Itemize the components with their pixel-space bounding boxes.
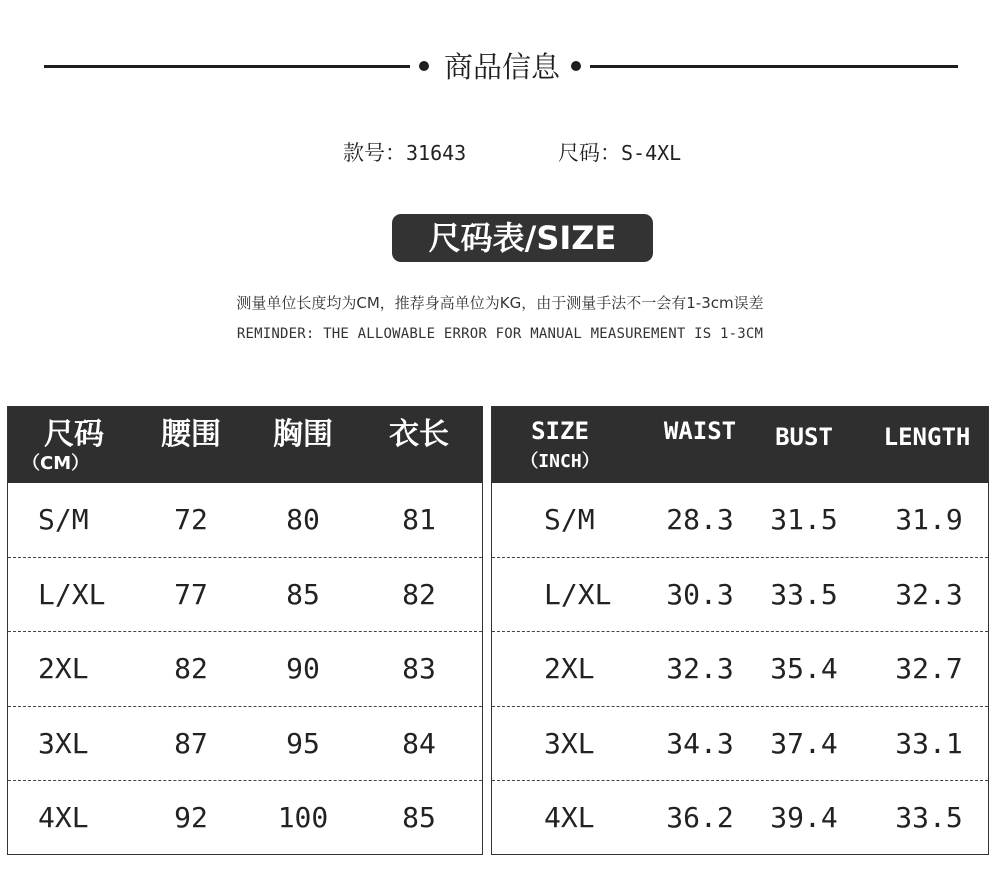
cell-length: 32.7 [895,652,963,686]
table-row [8,632,482,707]
cell-bust: 90 [286,652,320,686]
cell-waist: 92 [174,801,208,835]
table-row [492,707,988,782]
cell-bust: 35.4 [770,652,838,686]
header-length-cm [360,407,478,483]
table-row [492,558,988,633]
table-body [492,483,988,856]
table-row [8,483,482,558]
cell-waist: 28.3 [666,503,734,536]
header-dot-right [571,61,581,71]
header-label: 尺码 [44,417,104,452]
size-range-label: 尺码： [558,141,621,165]
header-label: SIZE [531,417,589,445]
cell-length: 83 [402,652,436,686]
cell-size: S/M [544,503,595,536]
measurement-note-en: REMINDER: THE ALLOWABLE ERROR FOR MANUAL MEASUREMENT IS 1-3CM [236,326,764,342]
size-range-value: S-4XL [621,141,682,165]
header-waist-cm [136,407,246,483]
header-label: 胸围 [273,417,333,452]
cell-size: 2XL [38,652,89,686]
size-range [558,138,681,168]
header-waist-inch [650,407,750,483]
table-header [492,407,988,483]
section-header [0,47,1000,87]
cell-size: L/XL [544,577,612,611]
header-unit: （INCH） [520,451,600,472]
cell-bust: 31.5 [770,503,838,536]
size-table-cm [7,406,483,855]
table-body [8,483,482,856]
cell-waist: 82 [174,652,208,686]
cell-waist: 72 [174,503,208,536]
cell-size: S/M [38,503,89,536]
header-label: 衣长 [389,417,449,452]
size-chart-badge: 尺码表/SIZE [392,214,653,262]
cell-bust: 37.4 [770,726,838,760]
header-bust-cm [246,407,360,483]
cell-length: 85 [402,801,436,835]
cell-bust: 100 [277,801,329,835]
cell-waist: 36.2 [666,801,734,835]
style-number-label: 款号： [343,141,406,165]
cell-bust: 85 [286,577,320,611]
header-label: LENGTH [883,423,971,451]
cell-bust: 33.5 [770,577,838,611]
cell-length: 81 [402,503,436,536]
cell-bust: 95 [286,726,320,760]
table-row [492,781,988,856]
table-row [492,632,988,707]
cell-length: 33.5 [895,801,963,835]
header-label: BUST [775,423,833,451]
cell-waist: 34.3 [666,726,734,760]
header-size-cm [12,407,136,483]
cell-waist: 77 [174,577,208,611]
cell-bust: 39.4 [770,801,838,835]
cell-length: 32.3 [895,577,963,611]
table-header [8,407,482,483]
cell-size: 2XL [544,652,595,686]
header-divider-left [44,65,410,68]
header-label: WAIST [663,417,737,445]
section-title: 商品信息 [443,50,560,84]
cell-length: 31.9 [895,503,963,536]
style-number-value: 31643 [406,141,467,165]
table-row [492,483,988,558]
style-number [343,138,466,168]
header-size-inch [500,407,620,483]
header-length-inch [862,407,992,483]
cell-size: 3XL [38,726,89,760]
table-row [8,558,482,633]
cell-waist: 87 [174,726,208,760]
cell-length: 82 [402,577,436,611]
table-row [8,707,482,782]
cell-size: 4XL [544,801,595,835]
header-divider-right [590,65,958,68]
header-label: 腰围 [161,417,221,452]
cell-waist: 32.3 [666,652,734,686]
cell-length: 84 [402,726,436,760]
header-dot-left [419,61,429,71]
cell-bust: 80 [286,503,320,536]
cell-length: 33.1 [895,726,963,760]
cell-size: 4XL [38,801,89,835]
size-table-inch [491,406,989,855]
measurement-note-cn: 测量单位长度均为CM，推荐身高单位为KG，由于测量手法不一会有1-3cm误差 [236,294,764,312]
cell-size: L/XL [38,577,106,611]
cell-waist: 30.3 [666,577,734,611]
header-unit: （CM） [22,453,90,474]
header-bust-inch [752,407,856,483]
cell-size: 3XL [544,726,595,760]
table-row [8,781,482,856]
